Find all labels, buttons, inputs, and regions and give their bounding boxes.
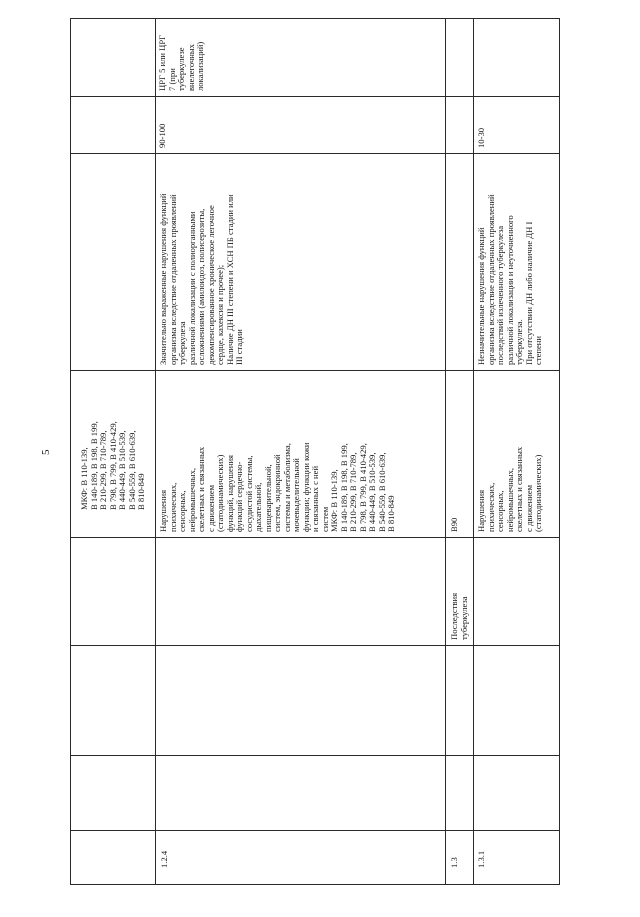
cell-disease-name: Последствия туберкулеза <box>449 592 469 640</box>
cell-row-number: 1.2.4 <box>159 850 169 868</box>
table-border-bottom <box>70 884 560 885</box>
cell-row-number: 1.3.1 <box>476 850 486 868</box>
cell-disease-code: В90 <box>449 517 459 532</box>
table-border-top <box>70 18 560 19</box>
column-separator <box>70 755 560 756</box>
cell-limitations: ЦРГ 5 или ЦРГ 7 (при туберкулезе внелегочных локализаций) <box>157 34 205 91</box>
cell-functions: Нарушения психических, сенсорных, нейромышечных, скелетных и связанных с движением (статодинамических) <box>476 446 543 532</box>
column-separator <box>70 645 560 646</box>
cell-criteria: Значительно выраженные нарушения функций организма вследствие отдаленных проявлений туберкулеза различной локализации с полиорганными осложнениями (амилоидоз, полисерозиты, декомпенсированное хроническое легочное сердце, кахексия и прочее); Наличие ДН III степени и ХСН ПБ стадии или III стадии <box>158 193 244 365</box>
column-separator <box>70 830 560 831</box>
column-separator <box>70 537 560 538</box>
cell-criteria: Незначительные нарушения функций организма вследствие отдаленных проявлений последствий излеченного туберкулеза различной локализации и неуточненного туберкулеза. При отсутствии ДН либо наличие ДН I степени <box>476 194 543 365</box>
page-number: 5 <box>40 449 52 455</box>
column-separator <box>70 96 560 97</box>
cell-functions: Нарушения психических, сенсорных, нейромышечных, скелетных и связанных с движением (статодинамических) функций, нарушения функций сердечно- сосудистой системы, дыхательной, пищеварительной, систем, эндокринной системы и метаболизма, мочевыделительной функции; функции кожи и связанных с ней систем МКФ: В 110-139, В 140-189, В 198, В 199, В 210-299, В 710-789, В 798, В 799, В 410-429, В 440-449, В 510-539, В 540-559, В 610-639, В 810-849 <box>158 442 396 532</box>
cell-mkf-codes: МКФ: В 110-139, В 140-189, В 198, В 199, В 210-299, В 710-789, В 798, В 799, В 410-429, В 440-449, В 510-539, В 540-559, В 610-639, В 810-849 <box>79 421 146 510</box>
cell-percent: 10-30 <box>476 127 486 148</box>
cell-row-number: 1.3 <box>449 857 459 868</box>
cell-percent: 90-100 <box>157 123 167 148</box>
